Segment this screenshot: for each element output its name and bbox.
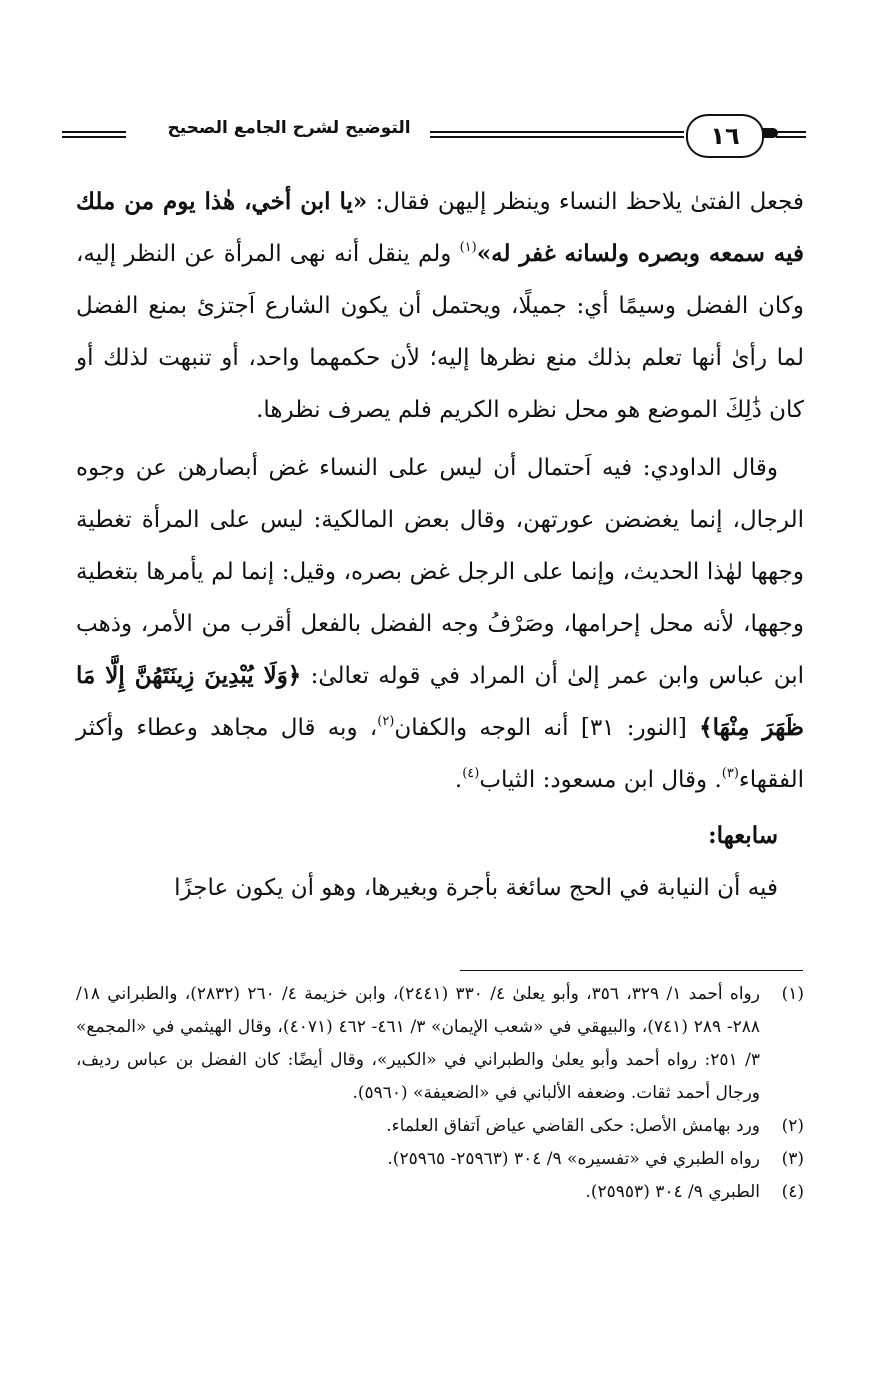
footnote-4 — [76, 1176, 804, 1209]
p1-text-start: فجعل الفتىٰ يلاحظ النساء وينظر إليهن فقال: — [367, 189, 804, 215]
p1-text-rest: ولم ينقل أنه نهى المرأة عن النظر إليه، وكان الفضل وسيمًا أي: جميلًا، ويحتمل أن يكون الشارع اَجتزئ بمنع الفضل لما رأىٰ أنها تعلم بذلك منع نظرها إليه؛ لأن حكمهما واحد، أو تنبهت لذلك أو كان ذَٰلِكَ الموضع هو محل نظره الكريم فلم يصرف نظرها. — [76, 241, 804, 423]
footnote-number: (٣) — [781, 1149, 804, 1169]
footnote-number: (٢) — [781, 1116, 804, 1136]
footnote-number: (١) — [781, 984, 804, 1004]
footnote-text: الطبري ٩/ ٣٠٤ (٢٥٩٥٣). — [585, 1182, 760, 1202]
p2-text-end: . — [454, 767, 463, 793]
header-rule-middle — [430, 131, 684, 138]
footnote-text: رواه الطبري في «تفسيره» ٩/ ٣٠٤ (٢٥٩٦٣- ٢٥٩٦٥). — [387, 1149, 760, 1169]
paragraph-2 — [76, 442, 804, 806]
header-rule-right — [776, 131, 806, 138]
footnote-1 — [76, 978, 804, 1110]
header-rule-left — [62, 131, 126, 138]
footnote-ref-1: (١) — [459, 240, 477, 255]
main-text — [76, 176, 804, 914]
footnote-text: ورد بهامش الأصل: حكى القاضي عياض اَتفاق العلماء. — [386, 1116, 760, 1136]
header-title: التوضيح لشرح الجامع الصحيح — [167, 118, 411, 138]
footnote-number: (٤) — [781, 1182, 804, 1202]
page-number: ١٦ — [686, 114, 764, 158]
p2-text-3: ، وبه قال مجاهد وعطاء وأكثر الفقهاء — [76, 715, 804, 793]
p2-text-2: [النور: ٣١] أنه الوجه والكفان — [394, 715, 700, 741]
footnote-2 — [76, 1110, 804, 1143]
footnote-text: رواه أحمد ١/ ٣٢٩، ٣٥٦، وأبو يعلىٰ ٤/ ٣٣٠ (٢٤٤١)، وابن خزيمة ٤/ ٢٦٠ (٢٨٣٢)، والطبراني ١٨/ ٢٨٨- ٢٨٩ (٧٤١)، والبيهقي في «شعب الإيمان» ٣/ ٤٦١- ٤٦٢ (٤٠٧١)، وقال الهيثمي في «المجمع» ٣/ ٢٥١: رواه أحمد وأبو يعلىٰ والطبراني في «الكبير»، وقال أيضًا: كان الفضل بن عباس رديف، ورجال أحمد ثقات. وضعفه الألباني في «الضعيفة» (٥٩٦٠). — [76, 984, 760, 1103]
quran-verse: ﴿وَلَا يُبْدِينَ زِينَتَهُنَّ إِلَّا مَا ظَهَرَ مِنْهَا﴾ — [76, 662, 804, 741]
footnote-ref-2: (٢) — [377, 714, 395, 729]
footnotes — [76, 978, 804, 1209]
hadith-quote: «يا ابن أخي، هٰذا يوم من ملك فيه سمعه وبصره ولسانه غفر له» — [76, 188, 804, 267]
footnote-separator — [460, 970, 803, 971]
running-header — [62, 112, 806, 156]
footnote-ref-3: (٣) — [721, 766, 739, 781]
section-heading: سابعها: — [708, 822, 778, 849]
footnote-3 — [76, 1143, 804, 1176]
p2-text-4: . وقال ابن مسعود: الثياب — [479, 767, 722, 793]
footnote-ref-4: (٤) — [462, 766, 480, 781]
paragraph-1 — [76, 176, 804, 436]
paragraph-3: فيه أن النيابة في الحج سائغة بأجرة وبغيرها، وهو أن يكون عاجزًا — [174, 875, 778, 901]
p2-text-start: وقال الداودي: فيه اَحتمال أن ليس على النساء غض أبصارهن عن وجوه الرجال، إنما يغضضن عورتهن، وقال بعض المالكية: ليس على المرأة تغطية وجهها لهٰذا الحديث، وإنما على الرجل غض بصره، وقيل: إنما لم يأمرها بتغطية وجهها، لأنه محل إحرامها، وصَرْفُ وجه الفضل بالفعل أقرب من الأمر، وذهب ابن عباس وابن عمر إلىٰ أن المراد في قوله تعالىٰ: — [76, 455, 804, 689]
